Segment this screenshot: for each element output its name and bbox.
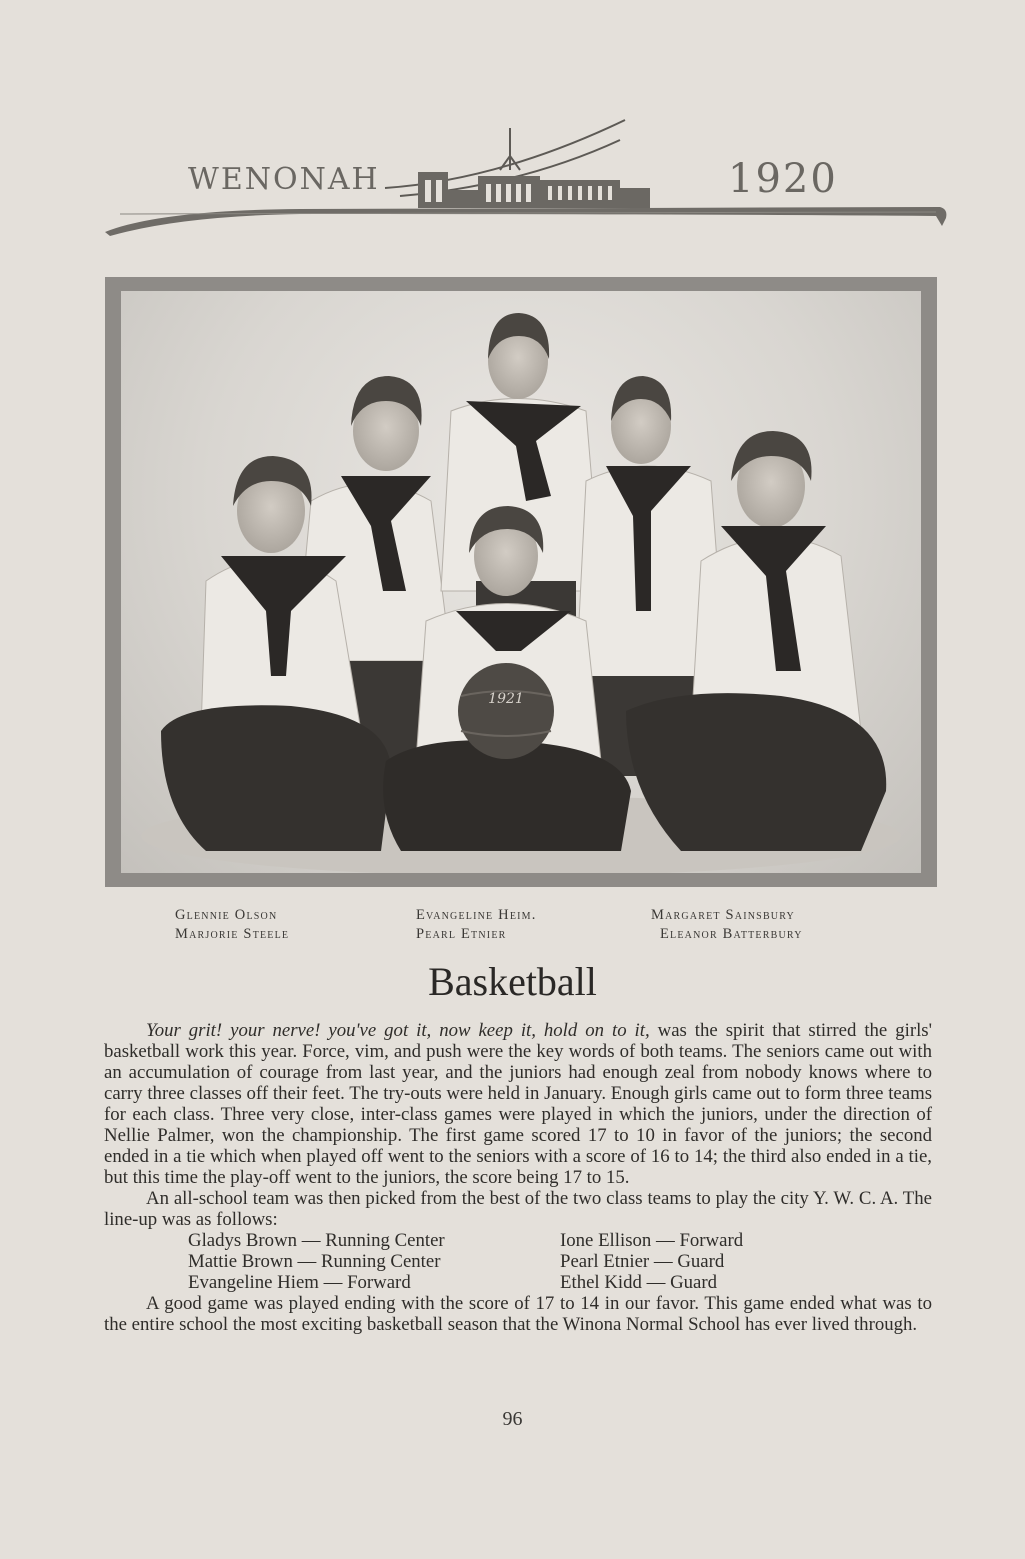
lineup-table [104, 1230, 932, 1293]
caption-left [175, 906, 289, 944]
paragraph-1-text: was the spirit that stirred the girls' basketball work this year. Force, vim, and push were the key words of both teams. The seniors came out with an accumulation of courage from last year, and the juniors had enough zeal from nobody knows where to carry three classes off their feet. The try-outs were held in January. Enough girls came out to form three teams for each class. Three very close, inter-class games were played in which the juniors, under the direction of Nellie Palmer, won the championship. The first game scored 17 to 10 in favor of the juniors; the second ended in a tie which when played off went to the seniors with a score of 16 to 14; the third also ended in a tie, but this time the play-off went to the juniors, the score being 17 to 15. [104, 1020, 932, 1188]
caption-right [651, 906, 803, 944]
paragraph-1 [104, 1020, 932, 1188]
header-year: 1920 [728, 156, 838, 202]
caption-name: Evangeline Heim. [416, 907, 537, 923]
lineup-entry: Pearl Etnier — Guard [560, 1251, 725, 1272]
caption-name: Marjorie Steele [175, 926, 290, 942]
caption-name: Eleanor Batterbury [660, 926, 803, 942]
paragraph-3: A good game was played ending with the score of 17 to 14 in our favor. This game ended what was to the entire school the most exciting basketball season that the Winona Normal School has ever lived through. [104, 1293, 932, 1335]
team-photo-image [121, 291, 921, 873]
article-title: Basketball [428, 959, 597, 1004]
paragraph-2: An all-school team was then picked from the best of the two class teams to play the city Y. W. C. A. The line-up was as follows: [104, 1188, 932, 1230]
caption-name: Glennie Olson [175, 907, 278, 923]
team-photo [121, 291, 921, 873]
caption-middle [416, 906, 537, 944]
lineup-entry: Gladys Brown — Running Center [188, 1230, 445, 1251]
ball-label: 1921 [488, 691, 524, 707]
lineup-column-right [560, 1230, 932, 1293]
caption-name: Margaret Sainsbury [651, 907, 795, 923]
caption-name: Pearl Etnier [416, 926, 507, 942]
team-photo-frame [105, 277, 937, 887]
lineup-entry: Evangeline Hiem — Forward [188, 1272, 411, 1293]
lineup-entry: Ione Ellison — Forward [560, 1230, 744, 1251]
lineup-entry: Ethel Kidd — Guard [560, 1272, 717, 1293]
lineup-entry: Mattie Brown — Running Center [188, 1251, 441, 1272]
page-number: 96 [502, 1408, 523, 1430]
lineup-column-left [188, 1230, 560, 1293]
article-body [104, 1020, 932, 1335]
paragraph-1-italic: Your grit! your nerve! you've got it, now keep it, hold on to it, [146, 1020, 650, 1041]
header-title: WENONAH [188, 162, 380, 197]
